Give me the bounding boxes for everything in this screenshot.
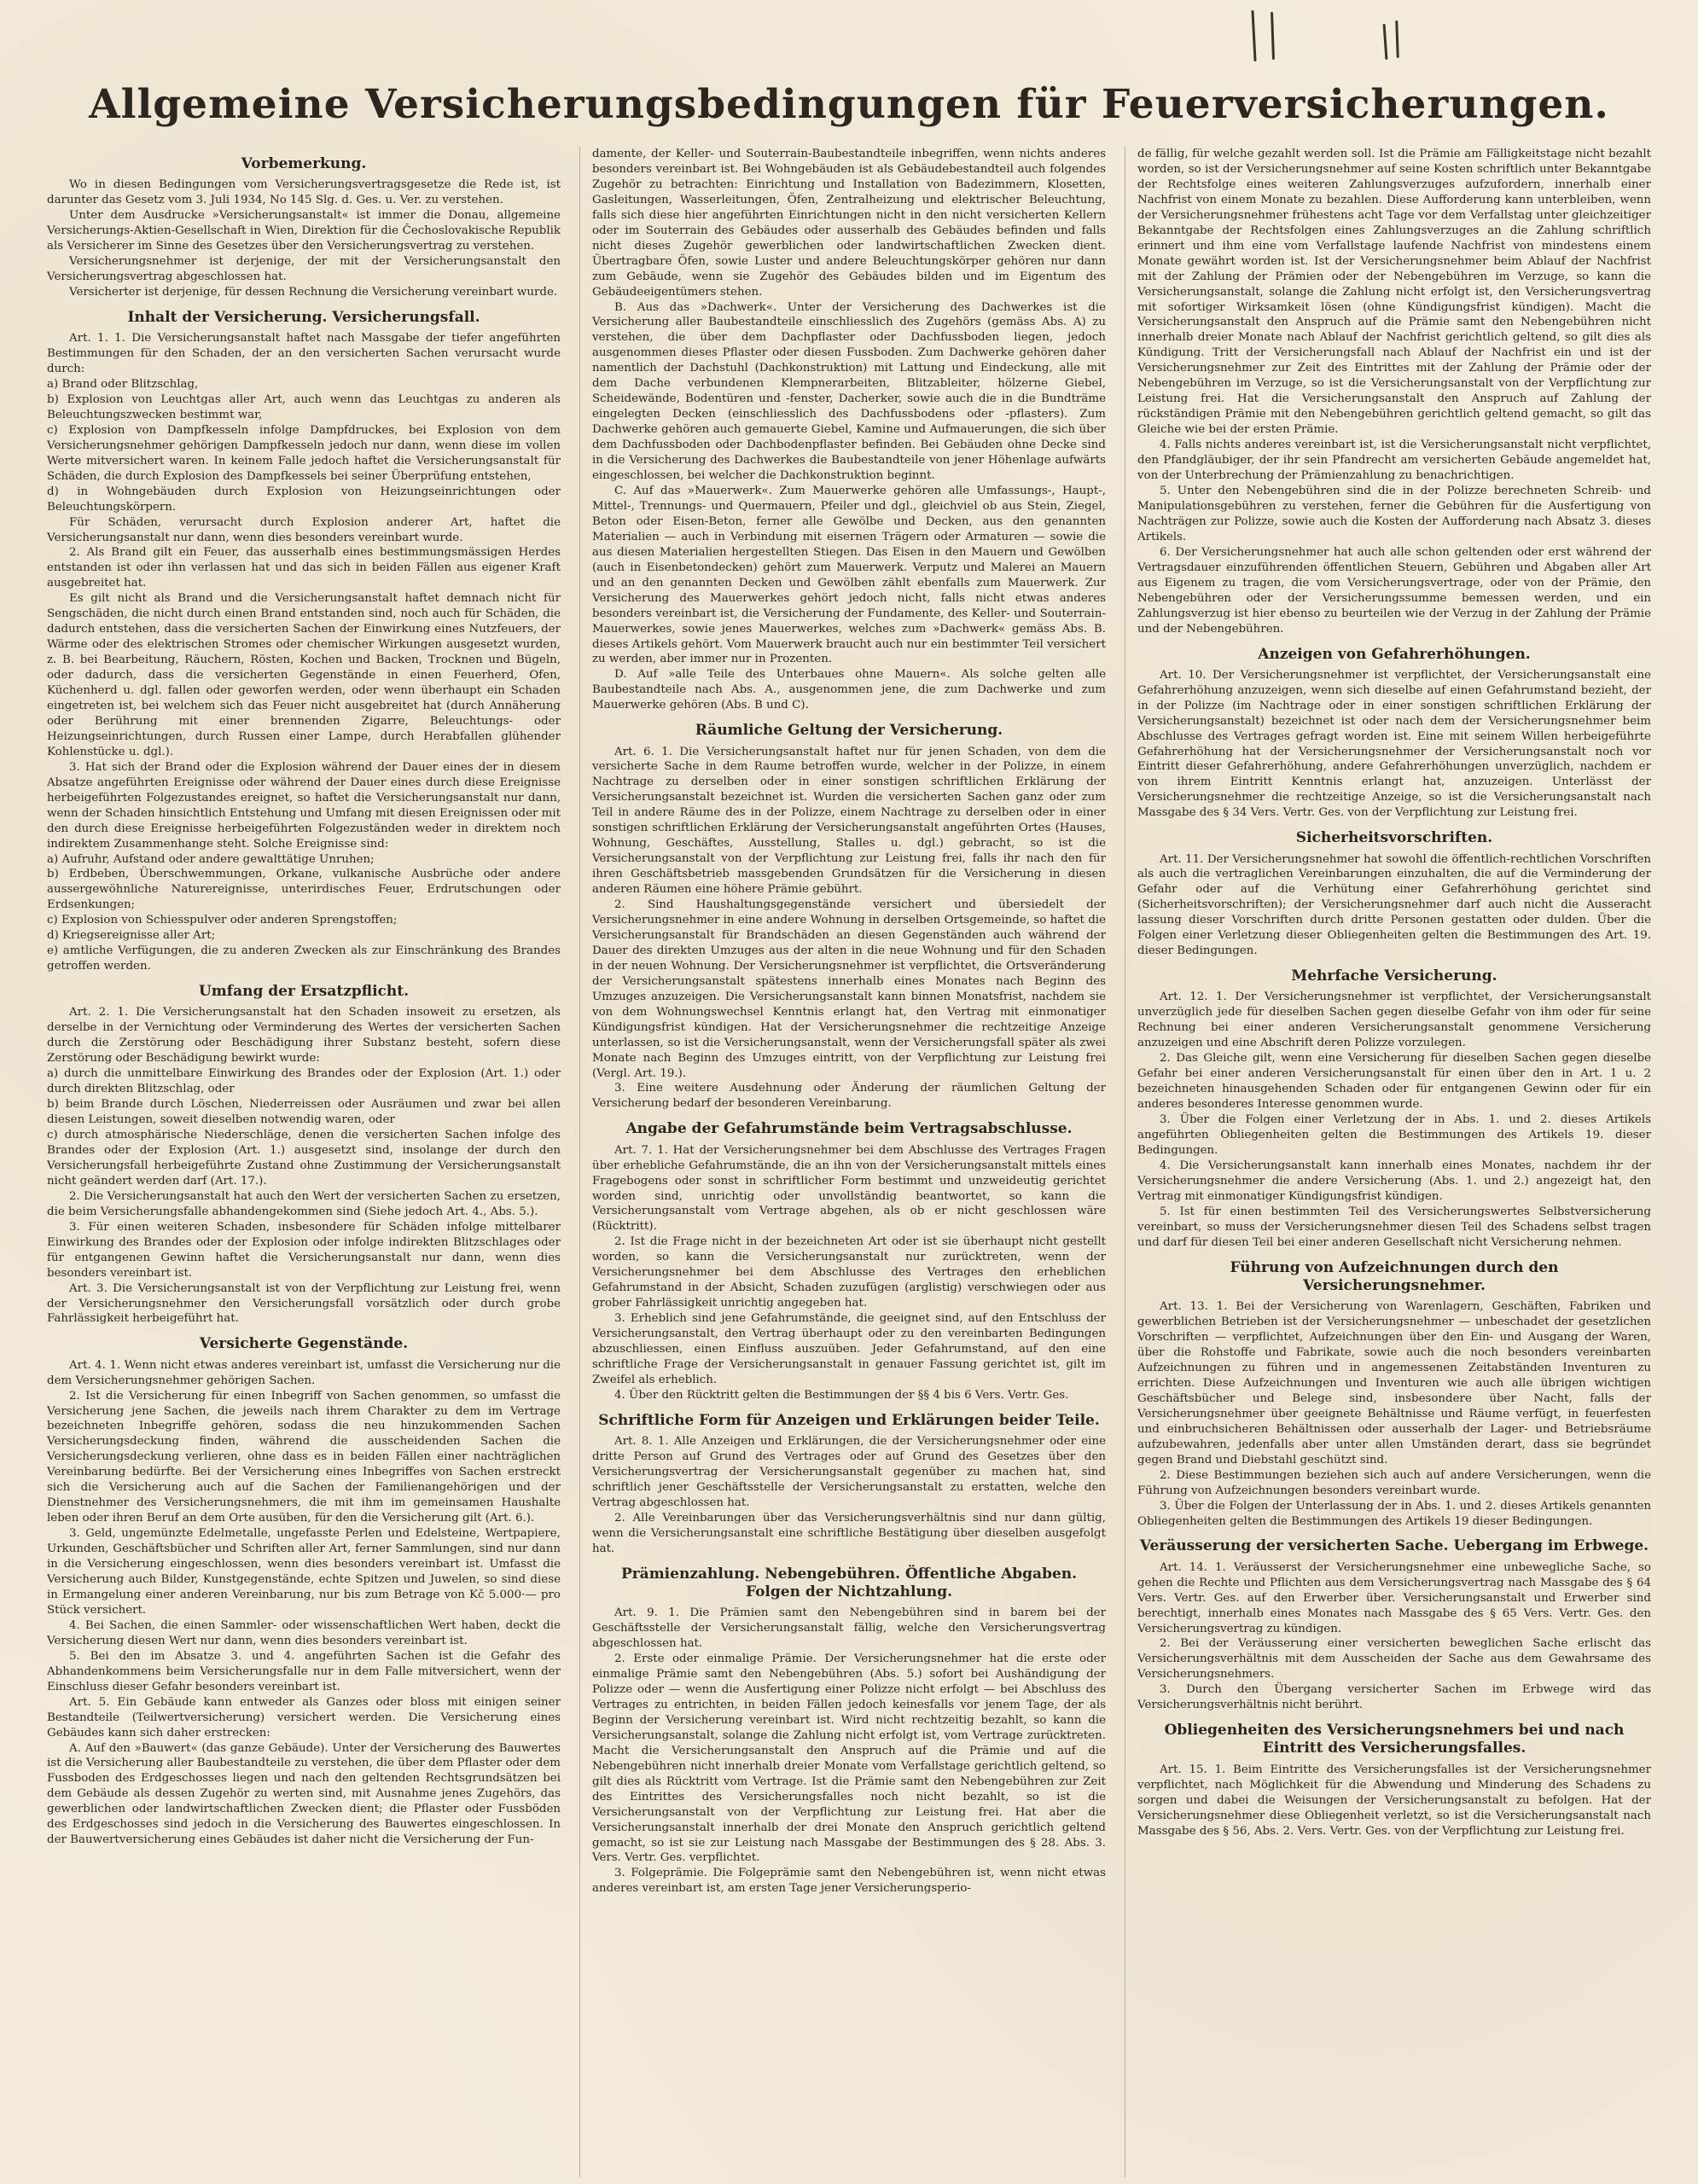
paragraph: c) Explosion von Schiesspulver oder anderen Sprengstoffen;: [47, 914, 398, 927]
column-2: [579, 147, 1106, 2177]
section-heading: Veräusserung der versicherten Sache. Uebergang im Erbwege.: [1139, 1537, 1649, 1555]
paragraph: b) beim Brande durch Löschen, Niederreissen oder Ausräumen und zwar bei allen diesen Leistungen, soweit dieselben notwendig waren, oder: [47, 1098, 561, 1127]
section-heading: Führung von Aufzeichnungen durch den Versicherungsnehmer.: [1230, 1258, 1559, 1294]
paragraph: e) amtliche Verfügungen, die zu anderen Zwecken als zur Einschränkung des Brandes getroffen werden.: [47, 944, 561, 973]
paragraph: 2. Sind Haushaltungsgegenstände versichert und übersiedelt der Versicherungsnehmer in eine andere Wohnung in derselben Ortsgemeinde, so haftet die Versicherungsanstalt für Brandschäden an diesen Gegenständen auch während der Dauer des direkten Umzuges aus der alten in die neue Wohnung und für den Schaden in der neuen Wohnung. Der Versicherungsnehmer ist verpflichtet, die Ortsveränderung der Versicherungsanstalt spätestens innerhalb eines Monates nach Beginn des Umzuges anzuzeigen. Die Versicherungsanstalt kann binnen Monatsfrist, nachdem sie von dem Wohnungswechsel Kenntnis erlangt hat, den Vertrag mit einmonatiger Kündigungsfrist kündigen. Hat der Versicherungsnehmer die rechtzeitige Anzeige unterlassen, so ist die Versicherungsanstalt, wenn der Versicherungsfall später als zwei Monate nach Beginn des Umzuges eintritt, von der Verpflichtung zur Leistung frei (Vergl. Art. 19.).: [592, 898, 1106, 1080]
paragraph: 3. Über die Folgen einer Verletzung der in Abs. 1. und 2. dieses Artikels angeführten Obliegenheiten gelten die Bestimmungen des Artikels 19. dieser Bedingungen.: [1137, 1113, 1651, 1157]
paragraph: 2. Das Gleiche gilt, wenn eine Versicherung für dieselben Sachen gegen dieselbe Gefahr bei einer anderen Versicherungsanstalt für einen über den in Art. 1 u. 2 bezeichneten hinausgehenden Schaden oder für entgangenen Gewinn oder für ein anderes besonderes Interesse genommen wurde.: [1137, 1052, 1651, 1112]
paragraph: 3. Geld, ungemünzte Edelmetalle, ungefasste Perlen und Edelsteine, Wertpapiere, Urkunden, Geschäftsbücher und Schriften aller Art, ferner Sammlungen, sind nur dann in die Versicherung eingeschlossen, wenn dies besonders vereinbart ist. Umfasst die Versicherung auch Bilder, Kunstgegenstände, echte Spitzen und Juwelen, so sind diese in Ermangelung einer anderen Vereinbarung, nur bis zum Betrage von Kč 5.000·— pro Stück versichert.: [47, 1527, 561, 1617]
paragraph: 5. Unter den Nebengebühren sind die in der Polizze berechneten Schreib- und Manipulationsgebühren zu verstehen, ferner die Gebühren für die Ausfertigung von Nachträgen zur Polizze, sowie auch die Kosten der Aufforderung nach Absatz 3. dieses Artikels.: [1137, 484, 1651, 543]
paragraph: 3. Über die Folgen der Unterlassung der in Abs. 1. und 2. dieses Artikels genannten Obliegenheiten gelten die Bestimmungen des Artikels 19 dieser Bedingungen.: [1137, 1499, 1651, 1528]
paragraph: 3. Eine weitere Ausdehnung oder Änderung der räumlichen Geltung der Versicherung bedarf der besonderen Vereinbarung.: [592, 1082, 1106, 1111]
paragraph: c) durch atmosphärische Niederschläge, denen die versicherten Sachen infolge des Brandes oder der Explosion (Art. 1.) ausgesetzt sind, insolange der durch den Versicherungsfall herbeigeführte Zustand ohne Zustimmung der Versicherungsanstalt nicht geändert werden darf (Art. 17.).: [47, 1129, 561, 1188]
paragraph: 2. Ist die Frage nicht in der bezeichneten Art oder ist sie überhaupt nicht gestellt worden, so kann die Versicherungsanstalt nur zurücktreten, wenn der Versicherungsnehmer bei dem Abschlusse des Vertrages den erheblichen Gefahrumstand in der Absicht, Schaden zuzufügen (arglistig) verschwiegen oder aus grober Fahrlässigkeit unrichtig angegeben hat.: [592, 1235, 1106, 1310]
section-heading: Mehrfache Versicherung.: [1291, 967, 1497, 985]
paragraph: b) Erdbeben, Überschwemmungen, Orkane, vulkanische Ausbrüche oder andere aussergewöhnliche Naturereignisse, unterirdisches Feuer, Erdrutschungen oder Erdsenkungen;: [47, 868, 561, 912]
paragraph: 5. Bei den im Absatze 3. und 4. angeführten Sachen ist die Gefahr des Abhandenkommens beim Versicherungsfalle nur in dem Falle mitversichert, wenn der Einschluss dieser Gefahr besonders vereinbart ist.: [47, 1649, 561, 1693]
paragraph: damente, der Keller- und Souterrain-Baubestandteile inbegriffen, wenn nichts anderes besonders vereinbart ist. Bei Wohngebäuden ist als Gebäudebestandteil auch folgendes Zugehör zu betrachten: Einrichtung und Installation von Badezimmern, Klosetten, Gasleitungen, Wasserleitungen, Öfen, Zentralheizung und elektrischer Beleuchtung, falls sich diese hier angeführten Einrichtungen nicht in den nicht versicherten Kellern oder im Souterrain des Gebäudes oder ausserhalb des Gebäudes befinden und falls nicht dieses Zugehör gewerblichen oder landwirtschaftlichen Zwecken dient. Übertragbare Öfen, sowie Luster und andere Beleuchtungskörper gehören nur dann zum Gebäude, wenn sie Zugehör des Gebäudes bilden und im Eigentum des Gebäudeeigentümers stehen.: [592, 148, 1106, 299]
paragraph: D. Auf »alle Teile des Unterbaues ohne Mauern«. Als solche gelten alle Baubestandteile nach Abs. A., ausgenommen jene, die zum Dachwerke und zum Mauerwerke gehören (Abs. B und C).: [592, 668, 1106, 712]
paragraph: Art. 4. 1. Wenn nicht etwas anderes vereinbart ist, umfasst die Versicherung nur die dem Versicherungsnehmer gehörigen Sachen.: [47, 1358, 561, 1387]
paragraph: 4. Die Versicherungsanstalt kann innerhalb eines Monates, nachdem ihr der Versicherungsnehmer die andere Versicherung (Abs. 1. und 2.) angezeigt hat, den Vertrag mit einmonatiger Kündigungsfrist kündigen.: [1137, 1159, 1651, 1203]
text-columns: [47, 147, 1651, 2177]
paragraph: de fällig, für welche gezahlt werden soll. Ist die Prämie am Fälligkeitstage nicht bezahlt worden, so ist der Versicherungsnehmer auf seine Kosten schriftlich unter Bekanntgabe der Rechtsfolge eines weiteren Zahlungsverzuges aufzufordern, innerhalb einer Nachfrist von einem Monate zu bezahlen. Diese Aufforderung kann unterbleiben, wenn der Versicherungsnehmer frühestens acht Tage vor dem Verfallstag unter gleichzeitiger Bekanntgabe der Rechtsfolgen eines Zahlungsverzuges an die Zahlung schriftlich erinnert und ihm eine vom Verfallstage laufende Nachfrist von mindestens einem Monate gewährt worden ist. Ist der Versicherungsnehmer beim Ablauf der Nachfrist mit der Zahlung der Prämien oder der Nebengebühren im Verzuge, so kann die Versicherungsanstalt, solange die Zahlung nicht erfolgt ist, den Versicherungsvertrag mit sofortiger Wirksamkeit lösen (ohne Kündigungsfrist kündigen). Macht die Versicherungsanstalt den Anspruch auf die Prämie samt den Nebengebühren nicht innerhalb dreier Monate nach Ablauf der Nachfrist gerichtlich geltend, so gilt dies als Kündigung. Tritt der Versicherungsfall nach Ablauf der Nachfrist ein und ist der Versicherungsnehmer zur Zeit des Eintrittes mit der Zahlung der Prämie oder der Nebengebühren im Verzuge, so ist die Versicherungsanstalt von der Verpflichtung zur Leistung frei. Hat die Versicherungsanstalt den Anspruch auf Zahlung der rückständigen Prämie mit den Nebengebühren gerichtlich geltend gemacht, so gilt das Gleiche wie bei der ersten Prämie.: [1137, 148, 1651, 437]
section-heading: Umfang der Ersatzpflicht.: [198, 983, 410, 1001]
paragraph: Art. 11. Der Versicherungsnehmer hat sowohl die öffentlich-rechtlichen Vorschriften als auch die vertraglichen Vereinbarungen einzuhalten, die auf die Verminderung der Gefahr oder auf die Verhütung einer Gefahrerhöhung gerichtet sind (Sicherheitsvorschriften); der Versicherungsnehmer darf auch nicht die Ausseracht lassung dieser Vorschriften durch dritte Personen gestatten oder dulden. Über die Folgen einer Verletzung dieser Obliegenheiten gelten die Bestimmungen des Art. 19. dieser Bedingungen.: [1137, 852, 1651, 958]
section-heading: Anzeigen von Gefahrerhöhungen.: [1258, 645, 1531, 663]
paragraph: Art. 9. 1. Die Prämien samt den Nebengebühren sind in barem bei der Geschäftsstelle der Versicherungsanstalt fällig, welche den Versicherungsvertrag abgeschlossen hat.: [592, 1606, 1106, 1651]
paragraph: Versicherungsnehmer ist derjenige, der mit der Versicherungsanstalt den Versicherungsvertrag abgeschlossen hat.: [47, 255, 561, 283]
paragraph: Art. 6. 1. Die Versicherungsanstalt haftet nur für jenen Schaden, von dem die versicherte Sache in dem Raume betroffen wurde, welcher in der Polizze, in einem Nachtrage zu derselben oder in einer sonstigen schriftlichen Erklärung der Versicherungsanstalt bezeichnet ist. Wurden die versicherten Sachen ganz oder zum Teil in andere Räume des in der Polizze, einem Nachtrage zu derselben oder in einer sonstigen schriftlichen Erklärung der Versicherungsanstalt angeführten Ortes (Hauses, Wohnung, Geschäftes, Ausstellung, Stalles u. dgl.) gebracht, so ist die Versicherungsanstalt von der Verpflichtung zur Leistung frei, falls ihr nach den für ihren Geschäftsbetrieb massgebenden Grundsätzen für die Versicherung in diesen anderen Räumen eine höhere Prämie gebührt.: [592, 745, 1106, 897]
section-heading: Versicherte Gegenstände.: [199, 1335, 409, 1353]
paragraph: 2. Ist die Versicherung für einen Inbegriff von Sachen genommen, so umfasst die Versicherung jene Sachen, die jeweils nach ihrem Charakter zu dem im Vertrage bezeichneten Inbegriffe gehören, sodass die neu hinzukommenden Sachen Versicherungsdeckung finden, während die ausscheidenden Sachen die Versicherungsdeckung verlieren, ohne dass es in beiden Fällen einer nachträglichen Vereinbarung bedürfte. Bei der Versicherung eines Inbegriffes von Sachen erstreckt sich die Versicherung auch auf die Sachen der Familienangehörigen und der Dienstnehmer des Versicherungsnehmers, die mit ihm im gemeinsamen Haushalte leben oder ihren Beruf an dem Orte ausüben, für den die Versicherung gilt (Art. 6.).: [47, 1389, 561, 1525]
paragraph: d) in Wohngebäuden durch Explosion von Heizungseinrichtungen oder Beleuchtungskörpern.: [47, 485, 561, 514]
paragraph: a) Brand oder Blitzschlag,: [47, 377, 199, 391]
paragraph: b) Explosion von Leuchtgas aller Art, auch wenn das Leuchtgas zu anderen als Beleuchtungszwecken bestimmt war,: [47, 392, 561, 421]
paragraph: 6. Der Versicherungsnehmer hat auch alle schon geltenden oder erst während der Vertragsdauer einzuführenden öffentlichen Steuern, Gebühren und Abgaben aller Art aus Eigenem zu tragen, die vom Versicherungsvertrage, oder von der Prämie, den Nebengebühren oder der Versicherungssumme bemessen werden, und ein Zahlungsverzug ist hier ebenso zu beurteilen wie der Verzug in der Zahlung der Prämie und der Nebengebühren.: [1137, 545, 1651, 636]
paragraph: 2. Als Brand gilt ein Feuer, das ausserhalb eines bestimmungsmässigen Herdes entstanden ist oder ihn verlassen hat und das sich in beiden Fällen aus eigener Kraft ausgebreitet hat.: [47, 546, 561, 590]
handwritten-mark: [1395, 20, 1399, 58]
paragraph: Art. 2. 1. Die Versicherungsanstalt hat den Schaden insoweit zu ersetzen, als derselbe in der Vernichtung oder Verminderung des Wertes der versicherten Sachen durch die Zerstörung oder Beschädigung ihrer Substanz besteht, sofern diese Zerstörung oder Beschädigung bewirkt wurde:: [47, 1006, 561, 1066]
paragraph: B. Aus das »Dachwerk«. Unter der Versicherung des Dachwerkes ist die Versicherung aller Baubestandteile einschliesslich des Zugehörs (gemäss Abs. A) zu verstehen, die über dem Dachpflaster oder Dachfussboden liegen, jedoch ausgenommen dieses Pflaster oder diesen Fussboden. Zum Dachwerke gehören daher namentlich der Dachstuhl (Dachkonstruktion) mit Lattung und Eindeckung, alle mit dem Dache verbundenen Klempnerarbeiten, Blitzableiter, hölzerne Giebel, Scheidewände, Bodentüren und -fenster, Dacherker, sowie auch die in die Bundträme eingelegten Decken (einschliesslich des Dachfussbodens oder -pflasters). Zum Dachwerke gehören auch gemauerte Giebel, Kamine und Aufmauerungen, die sich über dem Dachfussboden oder Dachbodenpflaster befinden. Bei Gebäuden ohne Decke sind in die Versicherung des Dachwerkes die Baubestandteile von jener Höhenlage aufwärts eingeschlossen, bei welcher die Dachkonstruktion beginnt.: [592, 300, 1106, 483]
section-heading: Inhalt der Versicherung. Versicherungsfall.: [127, 308, 480, 326]
paragraph: Für Schäden, verursacht durch Explosion anderer Art, haftet die Versicherungsanstalt nur dann, wenn dies besonders vereinbart wurde.: [47, 515, 561, 544]
handwritten-mark: [1251, 10, 1256, 61]
section-heading: Vorbemerkung.: [241, 155, 367, 172]
paragraph: Art. 15. 1. Beim Eintritte des Versicherungsfalles ist der Versicherungsnehmer verpflichtet, nach Möglichkeit für die Abwendung und Minderung des Schadens zu sorgen und dabei die Weisungen der Versicherungsanstalt zu befolgen. Hat der Versicherungsnehmer diese Obliegenheit verletzt, so ist die Versicherungsanstalt nach Massgabe des § 56, Abs. 2. Vers. Vertr. Ges. von der Verpflichtung zur Leistung frei.: [1137, 1763, 1651, 1838]
paragraph: 3. Für einen weiteren Schaden, insbesondere für Schäden infolge mittelbarer Einwirkung des Brandes oder der Explosion oder infolge indirekten Blitzschlages oder für entgangenen Gewinn haftet die Versicherungsanstalt nur dann, wenn dies besonders vereinbart ist.: [47, 1220, 561, 1280]
paragraph: 4. Über den Rücktritt gelten die Bestimmungen der §§ 4 bis 6 Vers. Vertr. Ges.: [614, 1388, 1069, 1402]
column-1: [47, 147, 561, 2177]
paragraph: C. Auf das »Mauerwerk«. Zum Mauerwerke gehören alle Umfassungs-, Haupt-, Mittel-, Trennungs- und Quermauern, Pfeiler und dgl., gleichviel ob aus Stein, Ziegel, Beton oder Eisen-Beton, ferner alle Gewölbe und Decken, aus den genannten Materialien — auch in Verbindung mit eisernen Trägern oder Armaturen — sowie die aus diesen Materialien hergestellten Stiegen. Das Eisen in den Mauern und Gewölben (auch in Eisenbetondecken) gehört zum Mauerwerk. Verputz und Malerei an Mauern und an den genannten Decken und Gewölben zählt ebenfalls zum Mauerwerk. Zur Versicherung des Mauerwerkes gehört jedoch nicht, falls nicht etwas anderes besonders vereinbart ist, die Versicherung der Fundamente, des Keller- und Souterrain-Mauerwerkes, sowie jenes Mauerwerkes, welches zum »Dachwerk« gemäss Abs. B. dieses Artikels gehört. Vom Mauerwerk braucht auch nur ein bestimmter Teil versichert zu werden, aber immer nur in Prozenten.: [592, 484, 1106, 666]
section-heading: Angabe der Gefahrumstände beim Vertragsabschlusse.: [625, 1120, 1073, 1138]
paragraph: Art. 14. 1. Veräusserst der Versicherungsnehmer eine unbewegliche Sache, so gehen die Rechte und Pflichten aus dem Versicherungsvertrag nach Massgabe des § 64 Vers. Vertr. Ges. auf den Erwerber über. Versicherungsanstalt und Erwerber sind berechtigt, innerhalb eines Monates nach Massgabe des § 65 Vers. Vertr. Ges. den Versicherungsvertrag zu kündigen.: [1137, 1560, 1651, 1635]
paragraph: a) durch die unmittelbare Einwirkung des Brandes oder der Explosion (Art. 1.) oder durch direkten Blitzschlag, oder: [47, 1067, 561, 1096]
paragraph: Art. 5. Ein Gebäude kann entweder als Ganzes oder bloss mit einigen seiner Bestandteile (Teilwertversicherung) versichert werden. Die Versicherung eines Gebäudes kann sich daher erstrecken:: [47, 1695, 561, 1740]
paragraph: c) Explosion von Dampfkesseln infolge Dampfdruckes, bei Explosion von dem Versicherungsnehmer gehörigen Dampfkesseln jedoch nur dann, wenn diese im vollen Werte mitversichert waren. In keinem Falle jedoch haftet die Versicherungsanstalt für Schäden, die durch Explosion des Dampfkessels bei seiner Überprüfung entstehen,: [47, 423, 561, 483]
paragraph: 5. Ist für einen bestimmten Teil des Versicherungswertes Selbstversicherung vereinbart, so muss der Versicherungsnehmer diesen Teil des Schadens selbst tragen und darf für diesen Teil bei einer anderen Gesellschaft nicht Versicherung nehmen.: [1137, 1205, 1651, 1249]
paragraph: Art. 10. Der Versicherungsnehmer ist verpflichtet, der Versicherungsanstalt eine Gefahrerhöhung anzuzeigen, wenn sich dieselbe auf einen Gefahrumstand bezieht, der in der Polizze (im Nachtrage oder in einer sonstigen schriftlichen Erklärung der Versicherungsanstalt) bezeichnet ist oder nach dem der Versicherungsnehmer beim Abschlusse des Vertrages gefragt worden ist. Eine mit seinem Willen herbeigeführte Gefahrerhöhung hat der Versicherungsnehmer der Versicherungsanstalt noch vor Eintritt dieser Gefahrerhöhung, andere Gefahrerhöhungen unverzüglich, nachdem er von ihrem Eintritt Kenntnis erlangt hat, anzuzeigen. Unterlässt der Versicherungsnehmer die rechtzeitige Anzeige, so ist die Versicherungsanstalt nach Massgabe des § 34 Vers. Vertr. Ges. von der Verpflichtung zur Leistung frei.: [1137, 668, 1651, 820]
section-heading: Prämienzahlung. Nebengebühren. Öffentliche Abgaben. Folgen der Nichtzahlung.: [620, 1565, 1078, 1600]
section-heading: Obliegenheiten des Versicherungsnehmers bei und nach Eintritt des Versicherungsfalles.: [1164, 1722, 1625, 1757]
paragraph: Art. 3. Die Versicherungsanstalt ist von der Verpflichtung zur Leistung frei, wenn der Versicherungsnehmer den Versicherungsfall vorsätzlich oder durch grobe Fahrlässigkeit herbeigeführt hat.: [47, 1281, 561, 1326]
document-title: Allgemeine Versicherungsbedingungen für Feuerversicherungen.: [89, 81, 1609, 128]
paragraph: 2. Erste oder einmalige Prämie. Der Versicherungsnehmer hat die erste oder einmalige Prämie samt den Nebengebühren (Abs. 5.) sofort bei Aushändigung der Polizze oder — wenn die Ausfertigung einer Polizze nicht erfolgt — bei Abschluss des Vertrages zu entrichten, in beiden Fällen jedoch keinesfalls vor jenem Tage, der als Beginn der Versicherung vereinbart ist. Wird nicht rechtzeitig bezahlt, so kann die Versicherungsanstalt, solange die Zahlung nicht erfolgt ist, vom Vertrage zurücktreten. Macht die Versicherungsanstalt den Anspruch auf die Prämie und auf die Nebengebühren nicht innerhalb dreier Monate vom Verfallstage gerichtlich geltend, so gilt dies als Rücktritt vom Vertrage. Ist die Prämie samt den Nebengebühren zur Zeit des Eintrittes des Versicherungsfalles noch nicht bezahlt, so ist die Versicherungsanstalt von der Verpflichtung zur Leistung frei. Hat aber die Versicherungsanstalt innerhalb der drei Monate den Anspruch gerichtlich geltend gemacht, so ist sie zur Leistung nach Massgabe der Bestimmungen des § 28. Abs. 3. Vers. Vertr. Ges. verpflichtet.: [592, 1653, 1106, 1865]
paragraph: Es gilt nicht als Brand und die Versicherungsanstalt haftet demnach nicht für Sengschäden, die nicht durch einen Brand entstanden sind, noch auch für Schäden, die dadurch entstehen, dass die versicherten Sachen der Einwirkung eines Nutzfeuers, der Wärme oder des elektrischen Stromes oder chemischer Wirkungen ausgesetzt wurden, z. B. bei Bearbeitung, Räuchern, Rösten, Kochen und Backen, Trocknen und Bügeln, oder dadurch, dass die versicherten Gegenstände in einen Feuerherd, Ofen, Küchenherd u. dgl. fallen oder geworfen werden, oder wenn überhaupt ein Schaden eingetreten ist, bei welchem sich das Feuer nicht ausgebreitet hat (durch Annäherung oder Berührung mit einer brennenden Zigarre, Beleuchtungs- oder Heizungseinrichtungen, durch Russen einer Lampe, durch Herabfallen glühender Kohlenstücke u. dgl.).: [47, 592, 561, 758]
paragraph: Art. 12. 1. Der Versicherungsnehmer ist verpflichtet, der Versicherungsanstalt unverzüglich jede für dieselben Sachen gegen dieselbe Gefahr von ihm oder für seine Rechnung bei einer anderen Versicherungsanstalt genommene Versicherung anzuzeigen und eine Abschrift deren Polizze vorzulegen.: [1137, 990, 1651, 1050]
paragraph: 2. Diese Bestimmungen beziehen sich auch auf andere Versicherungen, wenn die Führung von Aufzeichnungen besonders vereinbart wurde.: [1137, 1468, 1651, 1497]
section-heading: Sicherheitsvorschriften.: [1295, 829, 1493, 847]
paragraph: 3. Folgeprämie. Die Folgeprämie samt den Nebengebühren ist, wenn nicht etwas anderes vereinbart ist, am ersten Tage jener Versicherungsperio-: [592, 1867, 1106, 1896]
handwritten-mark: [1271, 12, 1275, 60]
paragraph: d) Kriegsereignisse aller Art;: [47, 929, 216, 943]
section-heading: Räumliche Geltung der Versicherung.: [695, 722, 1003, 740]
paragraph: Wo in diesen Bedingungen vom Versicherungsvertragsgesetze die Rede ist, ist darunter das Gesetz vom 3. Juli 1934, No 145 Slg. d. Ges. u. Ver. zu verstehen.: [47, 178, 561, 207]
paragraph: 2. Bei der Veräusserung einer versicherten beweglichen Sache erlischt das Versicherungsverhältnis mit dem Ausscheiden der Sache aus dem Gewahrsame des Versicherungsnehmers.: [1137, 1637, 1651, 1682]
section-heading: Schriftliche Form für Anzeigen und Erklärungen beider Teile.: [598, 1411, 1100, 1429]
paragraph: Versicherter ist derjenige, für dessen Rechnung die Versicherung vereinbart wurde.: [69, 285, 558, 299]
paragraph: 3. Erheblich sind jene Gefahrumstände, die geeignet sind, auf den Entschluss der Versicherungsanstalt, den Vertrag überhaupt oder zu den vereinbarten Bedingungen abzuschliessen, einen Einfluss auszuüben. Jeder Gefahrumstand, auf den eine schriftliche Frage der Versicherungsanstalt in genauer Fassung gerichtet ist, gilt im Zweifel als erheblich.: [592, 1312, 1106, 1386]
handwritten-mark: [1383, 24, 1388, 60]
paragraph: 2. Die Versicherungsanstalt hat auch den Wert der versicherten Sachen zu ersetzen, die beim Versicherungsfalle abhandengekommen sind (Siehe jedoch Art. 4., Abs. 5.).: [47, 1189, 561, 1218]
paragraph: 3. Durch den Übergang versicherter Sachen im Erbwege wird das Versicherungsverhältnis nicht berührt.: [1137, 1683, 1651, 1712]
paragraph: 2. Alle Vereinbarungen über das Versicherungsverhältnis sind nur dann gültig, wenn die Versicherungsanstalt eine schriftliche Bestätigung über dieselben ausgefolgt hat.: [592, 1511, 1106, 1555]
paragraph: Art. 7. 1. Hat der Versicherungsnehmer bei dem Abschlusse des Vertrages Fragen über erhebliche Gefahrumstände, die an ihn von der Versicherungsanstalt mittels eines Fragebogens oder sonst in schriftlicher Form bestimmt und unzweideutig gerichtet worden sind, unrichtig oder unvollständig beantwortet, so kann die Versicherungsanstalt vom Vertrage abgehen, als ob er nicht geschlossen wäre (Rücktritt).: [592, 1143, 1106, 1234]
paragraph: Unter dem Ausdrucke »Versicherungsanstalt« ist immer die Donau, allgemeine Versicherungs-Aktien-Gesellschaft in Wien, Direktion für die Čechoslovakische Republik als Versicherer im Sinne des Gesetzes über den Versicherungsvertrag zu verstehen.: [47, 209, 561, 253]
paragraph: 4. Bei Sachen, die einen Sammler- oder wissenschaftlichen Wert haben, deckt die Versicherung diesen Wert nur dann, wenn dies besonders vereinbart ist.: [47, 1618, 561, 1647]
paragraph: 3. Hat sich der Brand oder die Explosion während der Dauer eines der in diesem Absatze angeführten Ereignisse oder während der Dauer eines durch diese Ereignisse herbeigeführten Folgezustandes ereignet, so haftet die Versicherungsanstalt nur dann, wenn der Schaden hinsichtlich Entstehung und Umfang mit diesen Ereignissen oder mit den durch diese Ereignisse herbeigeführten Folgezuständen weder in direktem noch indirektem Zusammenhange steht. Solche Ereignisse sind:: [47, 760, 561, 851]
paragraph: 4. Falls nichts anderes vereinbart ist, ist die Versicherungsanstalt nicht verpflichtet, den Pfandgläubiger, der ihr sein Pfandrecht am versicherten Gebäude angemeldet hat, von der Unterbrechung der Prämienzahlung zu benachrichtigen.: [1137, 439, 1651, 483]
paragraph: a) Aufruhr, Aufstand oder andere gewalttätige Unruhen;: [47, 852, 375, 866]
paragraph: Art. 13. 1. Bei der Versicherung von Warenlagern, Geschäften, Fabriken und gewerblichen Betrieben ist der Versicherungsnehmer — unbeschadet der gesetzlichen Vorschriften — verpflichtet, Aufzeichnungen über den Ein- und Ausgang der Waren, über die Rohstoffe und Fabrikate, sowie auch die noch besonders vereinbarten Aufzeichnungen zu führen und in angemessenen Zeitabständen Inventuren zu errichten. Diese Aufzeichnungen und Inventuren wie auch alle übrigen wichtigen Geschäftsbücher und Belege sind, insbesondere über Nacht, falls der Versicherungsnehmer über geeignete Behältnisse und Räume verfügt, in feuerfesten und einbruchsicheren Behältnissen oder ausserhalb der Lager- und Betriebsräume aufzubewahren, jedenfalls aber unter allen Umständen derart, dass sie begründet gegen Brand und Diebstahl geschützt sind.: [1137, 1300, 1651, 1467]
paragraph: Art. 8. 1. Alle Anzeigen und Erklärungen, die der Versicherungsnehmer oder eine dritte Person auf Grund des Vertrages oder auf Grund des Gesetzes über den Versicherungsvertrag der Versicherungsanstalt gegenüber zu machen hat, sind schriftlich jener Geschäftsstelle der Versicherungsanstalt zu erstatten, welche den Vertrag abgeschlossen hat.: [592, 1435, 1106, 1509]
paragraph: A. Auf den »Bauwert« (das ganze Gebäude). Unter der Versicherung des Bauwertes ist die Versicherung aller Baubestandteile zu verstehen, die über dem Pflaster oder dem Fussboden des Erdgeschosses liegen und nach den geltenden Rechtsgrundsätzen bei dem Gebäude als dessen Zugehör zu werten sind, mit Ausnahme jenes Zugehörs, das gewerblichen oder landwirtschaftlichen Zwecken dient; die Pflaster oder Fussböden des Erdgeschosses sind jedoch in die Versicherung des Bauwertes eingeschlossen. In der Bauwertversicherung eines Gebäudes ist daher nicht die Versicherung der Fun-: [47, 1741, 561, 1847]
paragraph: Art. 1. 1. Die Versicherungsanstalt haftet nach Massgabe der tiefer angeführten Bestimmungen für den Schaden, der an den versicherten Sachen verursacht wurde durch:: [47, 332, 561, 376]
column-3: [1125, 147, 1651, 2177]
